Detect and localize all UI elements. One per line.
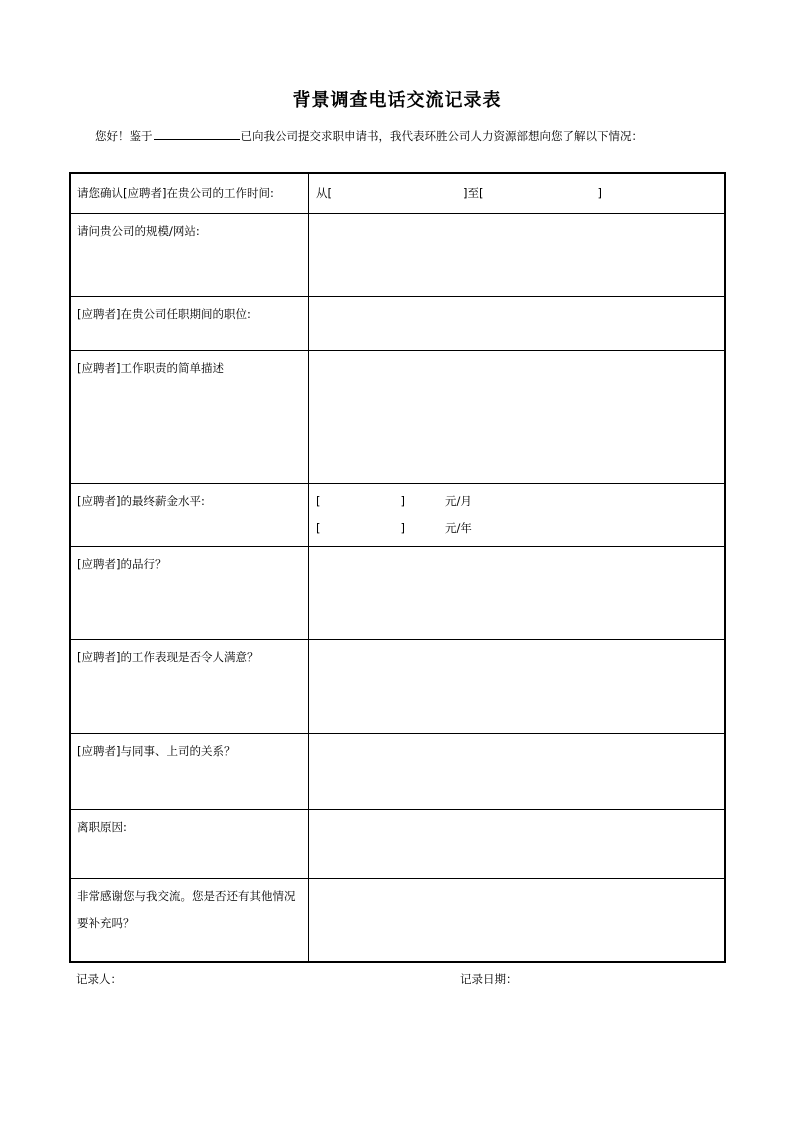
page-title: 背景调查电话交流记录表: [292, 90, 502, 111]
question-label-line2: 要补充吗？: [77, 916, 135, 930]
salary-monthly: [316, 488, 724, 515]
answer-salary: [309, 484, 724, 546]
table-row-relationships: [71, 734, 724, 810]
question-position: [71, 297, 309, 350]
salary-close-bracket: ]: [400, 521, 405, 535]
date-to-label: ]至[: [463, 186, 484, 200]
table-row-additional: [71, 879, 724, 961]
table-row-character: [71, 547, 724, 640]
date-range: [316, 174, 602, 212]
table-row-position: [71, 297, 724, 351]
date-end-bracket: ]: [597, 186, 602, 200]
salary-unit-month: 元/月: [445, 494, 472, 508]
intro-suffix: 已向我公司提交求职申请书，我代表环胜公司人力资源部想向您了解以下情况：: [240, 129, 643, 143]
table-row-duties: [71, 351, 724, 484]
salary-unit-year: 元/年: [445, 521, 472, 535]
intro-prefix: 您好！鉴于: [95, 129, 153, 143]
question-label: [应聘者]的品行？: [77, 557, 167, 571]
question-label: 请问贵公司的规模/网站:: [77, 224, 200, 238]
answer-leaving-reason[interactable]: [309, 810, 724, 878]
table-row-salary: [71, 484, 724, 547]
recorder-label: 记录人：: [76, 972, 122, 986]
salary-open-bracket: [: [316, 494, 321, 508]
table-row-company-size: [71, 214, 724, 297]
question-label: [应聘者]工作职责的简单描述: [77, 361, 224, 375]
salary-close-bracket: ]: [400, 494, 405, 508]
question-relationships: [71, 734, 309, 809]
answer-additional[interactable]: [309, 879, 724, 961]
question-label: [应聘者]的最终薪金水平:: [77, 494, 205, 508]
question-leaving-reason: [71, 810, 309, 878]
question-label: [应聘者]与同事、上司的关系？: [77, 744, 236, 758]
question-performance: [71, 640, 309, 733]
answer-company-size[interactable]: [309, 214, 724, 296]
record-date-label: 记录日期：: [460, 972, 518, 986]
answer-position[interactable]: [309, 297, 724, 350]
table-row-employment-period: [71, 174, 724, 214]
question-label: 离职原因:: [77, 820, 127, 834]
question-label: [应聘者]的工作表现是否令人满意？: [77, 650, 259, 664]
question-salary: [71, 484, 309, 546]
intro-text: [95, 128, 643, 144]
question-employment-period: [71, 174, 309, 213]
question-label-line1: 非常感谢您与我交流。您是否还有其他情况: [77, 889, 296, 903]
applicant-name-blank[interactable]: [154, 128, 240, 140]
question-additional: [71, 879, 309, 961]
answer-performance[interactable]: [309, 640, 724, 733]
salary-open-bracket: [: [316, 521, 321, 535]
date-from-label: 从[: [316, 186, 332, 200]
table-row-performance: [71, 640, 724, 734]
answer-duties[interactable]: [309, 351, 724, 483]
reference-check-table: [69, 172, 726, 963]
table-row-leaving-reason: [71, 810, 724, 879]
question-duties: [71, 351, 309, 483]
question-character: [71, 547, 309, 639]
salary-yearly: [316, 515, 724, 542]
answer-employment-period[interactable]: [309, 174, 724, 213]
answer-relationships[interactable]: [309, 734, 724, 809]
question-label: [应聘者]在贵公司任职期间的职位:: [77, 307, 251, 321]
question-company-size: [71, 214, 309, 296]
question-label: 请您确认[应聘者]在贵公司的工作时间:: [77, 186, 274, 200]
answer-character[interactable]: [309, 547, 724, 639]
